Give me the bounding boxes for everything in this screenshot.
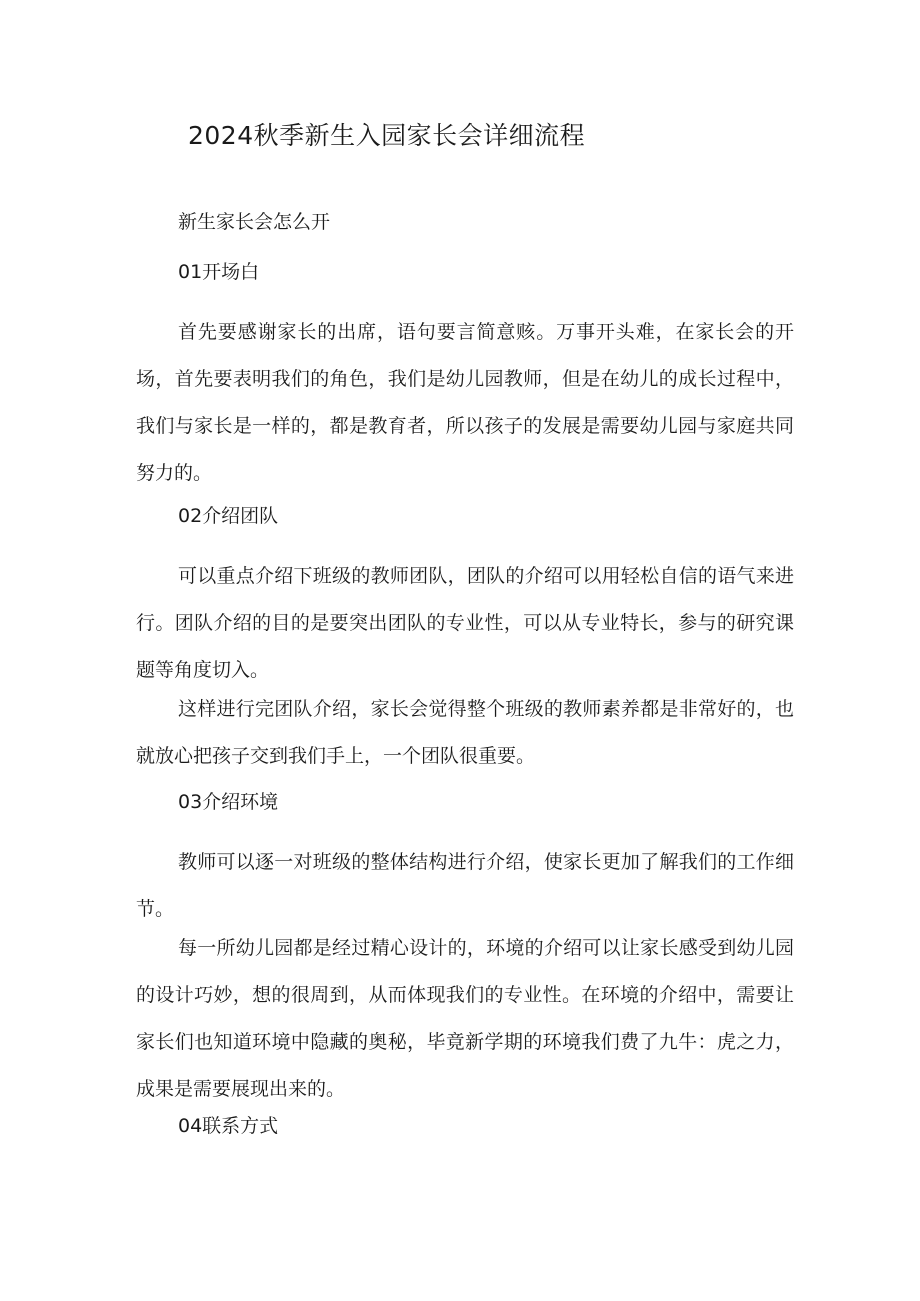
section-heading-team: 02介绍团队 [178,505,279,527]
document-title: 2024秋季新生入园家长会详细流程 [188,121,586,150]
paragraph-team-1: 可以重点介绍下班级的教师团队，团队的介绍可以用轻松自信的语气来进行。团队介绍的目的是要突出团队的专业性，可以从专业特长，参与的研究课题等角度切入。 [136,565,794,681]
paragraph-environment-2: 每一所幼儿园都是经过精心设计的，环境的介绍可以让家长感受到幼儿园的设计巧妙，想的很周到，从而体现我们的专业性。在环境的介绍中，需要让家长们也知道环境中隐藏的奥秘，毕竟新学期的环境我们费了九牛：虎之力，成果是需要展现出来的。 [136,937,794,1100]
paragraph-environment-1: 教师可以逐一对班级的整体结构进行介绍，使家长更加了解我们的工作细节。 [136,851,794,920]
paragraph-opening: 首先要感谢家长的出席，语句要言简意赅。万事开头难，在家长会的开场，首先要表明我们的角色，我们是幼儿园教师，但是在幼儿的成长过程中，我们与家长是一样的，都是教育者，所以孩子的发展是需要幼儿园与家庭共同努力的。 [136,321,794,484]
section-heading-opening: 01开场白 [178,261,260,283]
document-subtitle: 新生家长会怎么开 [178,211,331,233]
section-heading-contact: 04联系方式 [178,1115,279,1137]
section-heading-environment: 03介绍环境 [178,791,279,813]
paragraph-team-2: 这样进行完团队介绍，家长会觉得整个班级的教师素养都是非常好的，也就放心把孩子交到我们手上，一个团队很重要。 [136,698,794,767]
